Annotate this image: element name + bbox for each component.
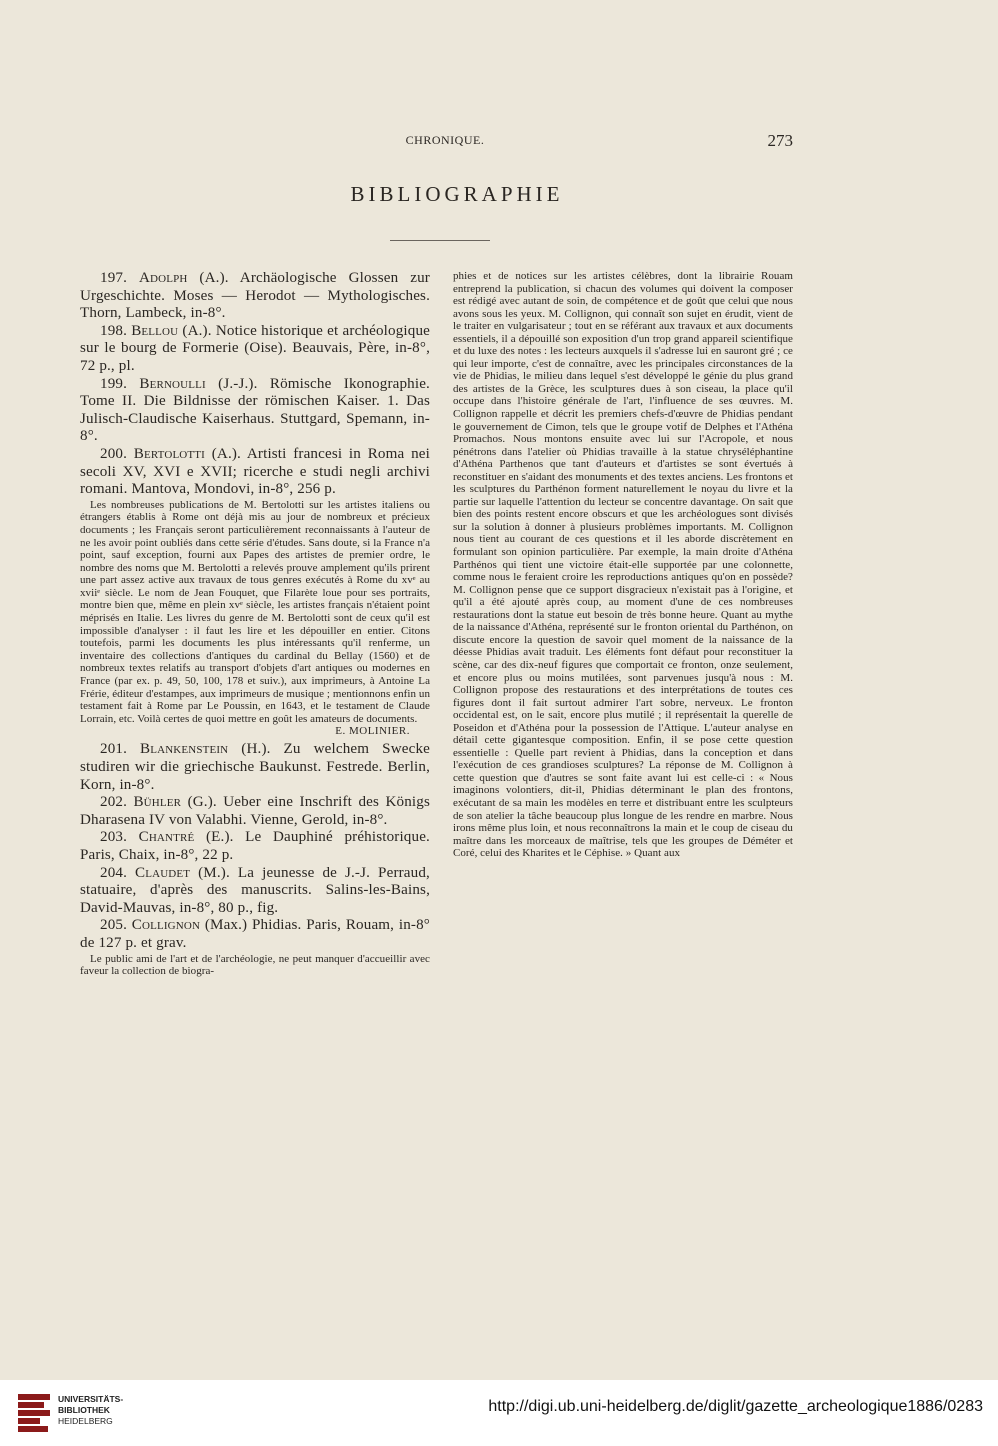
section-title: BIBLIOGRAPHIE bbox=[350, 182, 564, 206]
library-name bbox=[58, 1394, 123, 1427]
entry-197 bbox=[80, 270, 430, 323]
review-continuation: phies et de notices sur les artistes célèbres, dont la librairie Rouam entreprend la publication, si chacun des volumes qui doivent la composer est rédigé avec autant de soin, de compétence et de goût que celui que nous avons sous les yeux. M. Collignon, qui connaît son sujet en érudit, vient de le traiter en vulgarisateur ; tout en se référant aux travaux et aux documents essentiels, il a dépouillé son exposition d'un trop grand appareil scientifique et du luxe des notes : les lecteurs auxquels il s'adresse lui en sauront gré ; ce qui leur importe, c'est de connaître, avec les principales circonstances de la vie de Phidias, le milieu dans lequel s'est développé le génie du plus grand des artistes de la Grèce, les sculptures dues à son ciseau, la place qu'il occupe dans l'histoire générale de l'art, l'influence de ses œuvres. M. Collignon rappelle et décrit les premiers chefs-d'œuvre de Phidias pendant le gouvernement de Cimon, tels que le groupe votif de Delphes et l'Athéna Promachos. Nous montons ensuite avec lui sur l'Acropole, et nous pénétrons dans l'atelier où Phidias travaille à la statue chryséléphantine d'Athéna Parthenos que tant d'auteurs et d'artistes se sont évertués à reconstituer en s'aidant des monuments et des textes anciens. Les frontons et les sculptures du Parthénon forment naturellement le noyau du livre et la partie sur laquelle l'attention du lecteur se concentre davantage. On sait que bien des points restent encore obscurs et que les archéologues sont divisés sur la solution à donner à plusieurs problèmes importants. M. Collignon nous tient au courant de ces questions et il les aborde discrètement en formulant son opinion particulière. Par exemple, la main droite d'Athéna Parthénos qui tient une victoire était-elle supportée par une colonnette, comme nous le feraient croire les reproductions antiques qu'on en possède? M. Collignon pense que ce support disgracieux n'existait pas à l'origine, et qu'il a été ajouté après coup, au moment d'une de ces nombreuses restaurations dont la statue eut besoin de très bonne heure. Quant au mythe de la naissance d'Athéna, représenté sur le fronton oriental du Parthénon, on discute encore la question de savoir quel moment de la naissance de la déesse Phidias avait traduit. Les éléments font défaut pour reconstituer la scène, car des dix-neuf figures que comportait ce fronton, onze seulement, et encore plus ou moins mutilées, sont parvenues jusqu'à nous : M. Collignon propose des restaurations et des interprétations de toutes ces figures dont il fait surtout admirer l'art sobre, nerveux. Le fronton occidental est, on le sait, encore plus mutilé ; il représentait la querelle de Poseidon et d'Athéna pour la possession de l'Attique. L'auteur analyse en détail cette gigantesque composition. Enfin, il se pose cette question essentielle : Quelle part revient à Phidias, dans la conception et dans l'exécution de ces grandioses sculptures? La réponse de M. Collignon à cette question que d'autres se sont faite avant lui est celle-ci : « Nous imaginons volontiers, dit-il, Phidias déterminant le plan des frontons, exécutant de sa main les modèles en terre et distribuant entre les sculpteurs de son atelier la tâche beaucoup plus longue de les rendre en marbre. Nous irons même plus loin, et nous reconnaîtrons la main et le coup de ciseau du maître dans les morceaux de maîtrise, tels que les groupes de Déméter et Coré, celui des Kharites et le Céphise. » Quant aux bbox=[453, 270, 794, 860]
entry-text: (A.). Archäologische Glossen zur Urgeschichte. Moses — Herodot — Mythologisches. Thorn, Lambeck, in-8°. bbox=[80, 270, 430, 322]
entry-number: 202. bbox=[100, 794, 128, 811]
entry-number: 205. bbox=[100, 917, 128, 934]
page-number: 273 bbox=[767, 131, 793, 150]
entry-author: Chantré bbox=[138, 829, 195, 846]
title-rule bbox=[390, 240, 490, 241]
entry-author: Collignon bbox=[131, 917, 201, 934]
entry-author: Bellou bbox=[131, 322, 179, 339]
library-line: HEIDELBERG bbox=[58, 1416, 113, 1426]
entry-201 bbox=[80, 741, 430, 794]
viewer-footer bbox=[0, 1380, 998, 1446]
review-note-205: Le public ami de l'art et de l'archéologie, ne peut manquer d'accueillir avec faveur la collection de biogra- bbox=[80, 952, 430, 978]
entry-202 bbox=[80, 794, 430, 829]
left-column bbox=[80, 270, 430, 978]
entry-text: (J.-J.). Römische Ikonographie. Tome II. Die Bildnisse der römischen Kaiser. 1. Das Julisch-Claudische Kaiserhaus. Stuttgard, Spemann, in-8°. bbox=[80, 375, 430, 445]
entry-author: Bertolotti bbox=[133, 445, 205, 462]
entry-text: (E.). Le Dauphiné préhistorique. Paris, Chaix, in-8°, 22 p. bbox=[80, 829, 430, 863]
review-note-200: Les nombreuses publications de M. Bertolotti sur les artistes italiens ou étrangers établis à Rome ont déjà mis au jour de nombreux et précieux documents ; les Français seront particulièrement reconnaissants à l'auteur de ne les avoir point oubliés dans cette série d'études. Sans doute, si la France n'a point, sauf exception, fourni aux Papes des artistes de premier ordre, le nombre des noms que M. Bertolotti a relevés prouve amplement qu'ils prirent une part assez active aux travaux de tous genres exécutés à Rome du xvᵉ au xviiᵉ siècle. Le nom de Jean Fouquet, que Filarète loue pour ses portraits, montre bien que, même en plein xvᵉ siècle, les artistes français n'étaient point méprisés en Italie. Les livres du genre de M. Bertolotti sont de ceux qu'il est impossible d'analyser : il faut les lire et les dépouiller en entier. Citons toutefois, parmi les documents les plus intéressants qu'il renferme, un inventaire des collections d'antiques du cardinal du Bellay (1560) et de nombreux textes relatifs au transport d'objets d'art antiques ou modernes en France (par ex. p. 49, 50, 100, 178 et suiv.), aux imprimeurs, à Antoine La Frérie, éditeur d'estampes, aux imprimeurs de musique ; mentionnons enfin un testament fait à Rome par Le Poussin, en 1643, et le testament de Claude Lorrain, etc. Voilà certes de quoi mettre en goût les amateurs de documents. bbox=[80, 498, 430, 725]
entry-205 bbox=[80, 917, 430, 952]
entry-number: 201. bbox=[100, 741, 128, 758]
entry-200 bbox=[80, 446, 430, 499]
entry-number: 199. bbox=[100, 375, 128, 392]
entry-number: 197. bbox=[100, 270, 128, 286]
library-line: BIBLIOTHEK bbox=[58, 1405, 110, 1415]
entry-199 bbox=[80, 376, 430, 446]
entry-author: Bernoulli bbox=[139, 375, 206, 392]
source-url[interactable]: http://digi.ub.uni-heidelberg.de/diglit/gazette_archeologique1886/0283 bbox=[488, 1398, 983, 1415]
entry-number: 203. bbox=[100, 829, 128, 846]
library-line: UNIVERSITÄTS- bbox=[58, 1394, 124, 1404]
entry-text: (H.). Zu welchem Swecke studiren wir die griechische Baukunst. Festrede. Berlin, Korn, in-8°. bbox=[80, 741, 430, 793]
entry-text: (Max.) Phidias. Paris, Rouam, in-8° de 127 p. et grav. bbox=[80, 917, 430, 951]
entry-number: 198. bbox=[100, 322, 128, 339]
entry-number: 200. bbox=[100, 445, 128, 462]
entry-text: (M.). La jeunesse de J.-J. Perraud, statuaire, d'après des manuscrits. Salins-les-Bains, David-Mauvas, in-8°, 80 p., fig. bbox=[80, 864, 430, 916]
entry-204 bbox=[80, 865, 430, 918]
review-signature: E. MOLINIER. bbox=[335, 725, 410, 738]
entry-text: (G.). Ueber eine Inschrift des Königs Dharasena IV von Valabhi. Vienne, Gerold, in-8°. bbox=[80, 794, 430, 828]
entry-author: Blankenstein bbox=[140, 741, 229, 758]
right-column bbox=[453, 270, 793, 860]
entry-author: Claudet bbox=[135, 864, 191, 881]
entry-author: Bühler bbox=[133, 794, 182, 811]
entry-text: (A.). Notice historique et archéologique sur le bourg de Formerie (Oise). Beauvais, Père, in-8°, 72 p., pl. bbox=[80, 322, 430, 374]
library-logo-icon bbox=[12, 1388, 56, 1438]
entry-author: Adolph bbox=[138, 270, 188, 286]
running-title: CHRONIQUE. bbox=[405, 133, 485, 147]
entry-203 bbox=[80, 829, 430, 864]
entry-198 bbox=[80, 323, 430, 376]
entry-number: 204. bbox=[100, 864, 128, 881]
entry-text: (A.). Artisti francesi in Roma nei secoli XV, XVI e XVII; ricerche e studi negli archivi romani. Mantova, Mondovi, in-8°, 256 p. bbox=[80, 445, 430, 498]
